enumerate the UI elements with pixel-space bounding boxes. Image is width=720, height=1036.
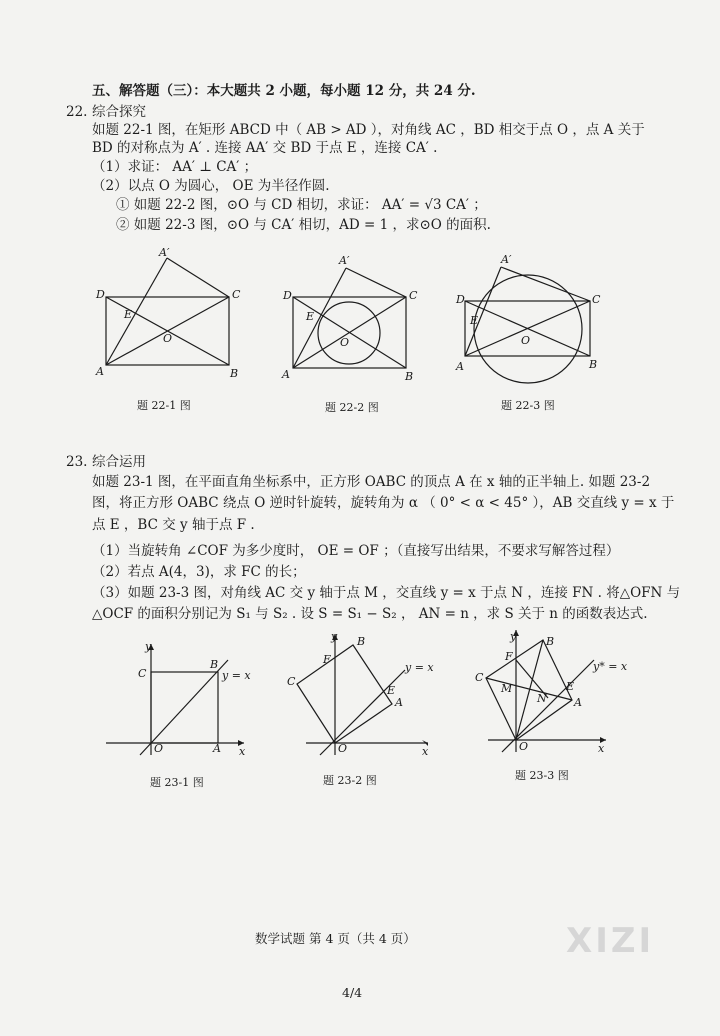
label-e: E [387, 684, 396, 697]
q22-type: 综合探究 [92, 104, 146, 120]
label-f: F [505, 650, 513, 663]
watermark-logo: XIZI [566, 921, 655, 961]
label-y: y [145, 640, 152, 653]
q23-number: 23. [66, 454, 88, 470]
q22-number: 22. [66, 104, 88, 120]
label-a: A [213, 742, 221, 755]
q23-part3: （3）如题 23-3 图，对角线 AC 交 y 轴于点 M ，交直线 y = x 于点 N ，连接 FN . 将△OFN 与 [92, 585, 681, 601]
label-o: O [340, 336, 350, 349]
label-a: A [395, 696, 403, 709]
label-line-yx: y* = x [593, 660, 628, 673]
q22-part1: （1）求证： AA′ ⊥ CA′ ； [92, 159, 258, 175]
label-m: M [501, 682, 513, 695]
label-o: O [163, 332, 173, 345]
label-b: B [210, 658, 219, 671]
page-number: 4/4 [342, 985, 363, 1000]
label-c: C [232, 288, 241, 301]
label-d: D [283, 289, 292, 302]
q22-part2: （2）以点 O 为圆心， OE 为半径作圆. [92, 178, 330, 194]
q22-stem-line1: 如题 22-1 图，在矩形 ABCD 中（ AB > AD ），对角线 AC ，BD 相交于点 O ，点 A 关于 [92, 122, 645, 138]
label-b: B [405, 370, 414, 383]
label-e: E [306, 310, 315, 323]
label-line-yx: y = x [222, 669, 251, 682]
caption-23-3: 题 23-3 图 [515, 769, 569, 782]
q23-part3b: △OCF 的面积分别记为 S₁ 与 S₂ . 设 S = S₁ − S₂ ， AN = n ，求 S 关于 n 的函数表达式. [92, 606, 648, 622]
label-b: B [357, 635, 366, 648]
q22-stem-line2: BD 的对称点为 A′ . 连接 AA′ 交 BD 于点 E ，连接 CA′ . [92, 140, 438, 156]
label-y: y [331, 630, 338, 643]
label-o: O [519, 740, 529, 753]
label-a-prime: A′ [339, 254, 350, 267]
caption-22-2: 题 22-2 图 [325, 401, 379, 414]
label-a: A [456, 360, 464, 373]
label-d: D [456, 293, 465, 306]
label-b: B [230, 367, 239, 380]
label-e: E [566, 680, 575, 693]
label-f: F [323, 653, 331, 666]
label-a-prime: A′ [501, 253, 512, 266]
label-c: C [475, 671, 484, 684]
q23-stem-line2: 图，将正方形 OABC 绕点 O 逆时针旋转，旋转角为 α （ 0° < α < 45° ），AB 交直线 y = x 于 [92, 495, 675, 511]
q22-sub2: ② 如题 22-3 图，⊙O 与 CA′ 相切，AD = 1 ，求⊙O 的面积. [116, 217, 491, 233]
label-c: C [138, 667, 147, 680]
q22-sub1: ① 如题 22-2 图，⊙O 与 CD 相切，求证： AA′ = √3 CA′ ； [116, 197, 487, 213]
caption-23-1: 题 23-1 图 [150, 776, 204, 789]
label-e: E [124, 308, 133, 321]
q23-stem-line3: 点 E ，BC 交 y 轴于点 F . [92, 517, 255, 533]
q23-stem-line1: 如题 23-1 图，在平面直角坐标系中，正方形 OABC 的顶点 A 在 x 轴的正半轴上. 如题 23-2 [92, 474, 651, 490]
label-b: B [546, 635, 555, 648]
label-x: x [598, 742, 605, 755]
q23-type: 综合运用 [92, 454, 146, 470]
label-d: D [96, 288, 105, 301]
label-o: O [521, 334, 531, 347]
label-x: x [422, 745, 429, 758]
label-c: C [287, 675, 296, 688]
label-a: A [282, 368, 290, 381]
caption-23-2: 题 23-2 图 [323, 774, 377, 787]
label-a: A [574, 696, 582, 709]
label-c: C [409, 289, 418, 302]
label-o: O [154, 742, 164, 755]
label-b: B [589, 358, 598, 371]
label-x: x [239, 745, 246, 758]
page-footer: 数学试题 第 4 页（共 4 页） [255, 931, 416, 946]
q23-part2: （2）若点 A(4，3)，求 FC 的长； [92, 564, 306, 580]
label-a: A [96, 365, 104, 378]
label-line-yx: y = x [405, 661, 434, 674]
caption-22-1: 题 22-1 图 [137, 399, 191, 412]
label-e: E [470, 314, 479, 327]
label-o: O [338, 742, 348, 755]
q23-part1: （1）当旋转角 ∠COF 为多少度时， OE = OF ；（直接写出结果，不要求写解答过程） [92, 543, 620, 559]
label-n: N [537, 692, 547, 705]
caption-22-3: 题 22-3 图 [501, 399, 555, 412]
label-a-prime: A′ [159, 246, 170, 259]
label-c: C [592, 293, 601, 306]
label-y: y [510, 630, 517, 643]
section-title: 五、解答题（三）：本大题共 2 小题，每小题 12 分，共 24 分. [92, 83, 476, 99]
